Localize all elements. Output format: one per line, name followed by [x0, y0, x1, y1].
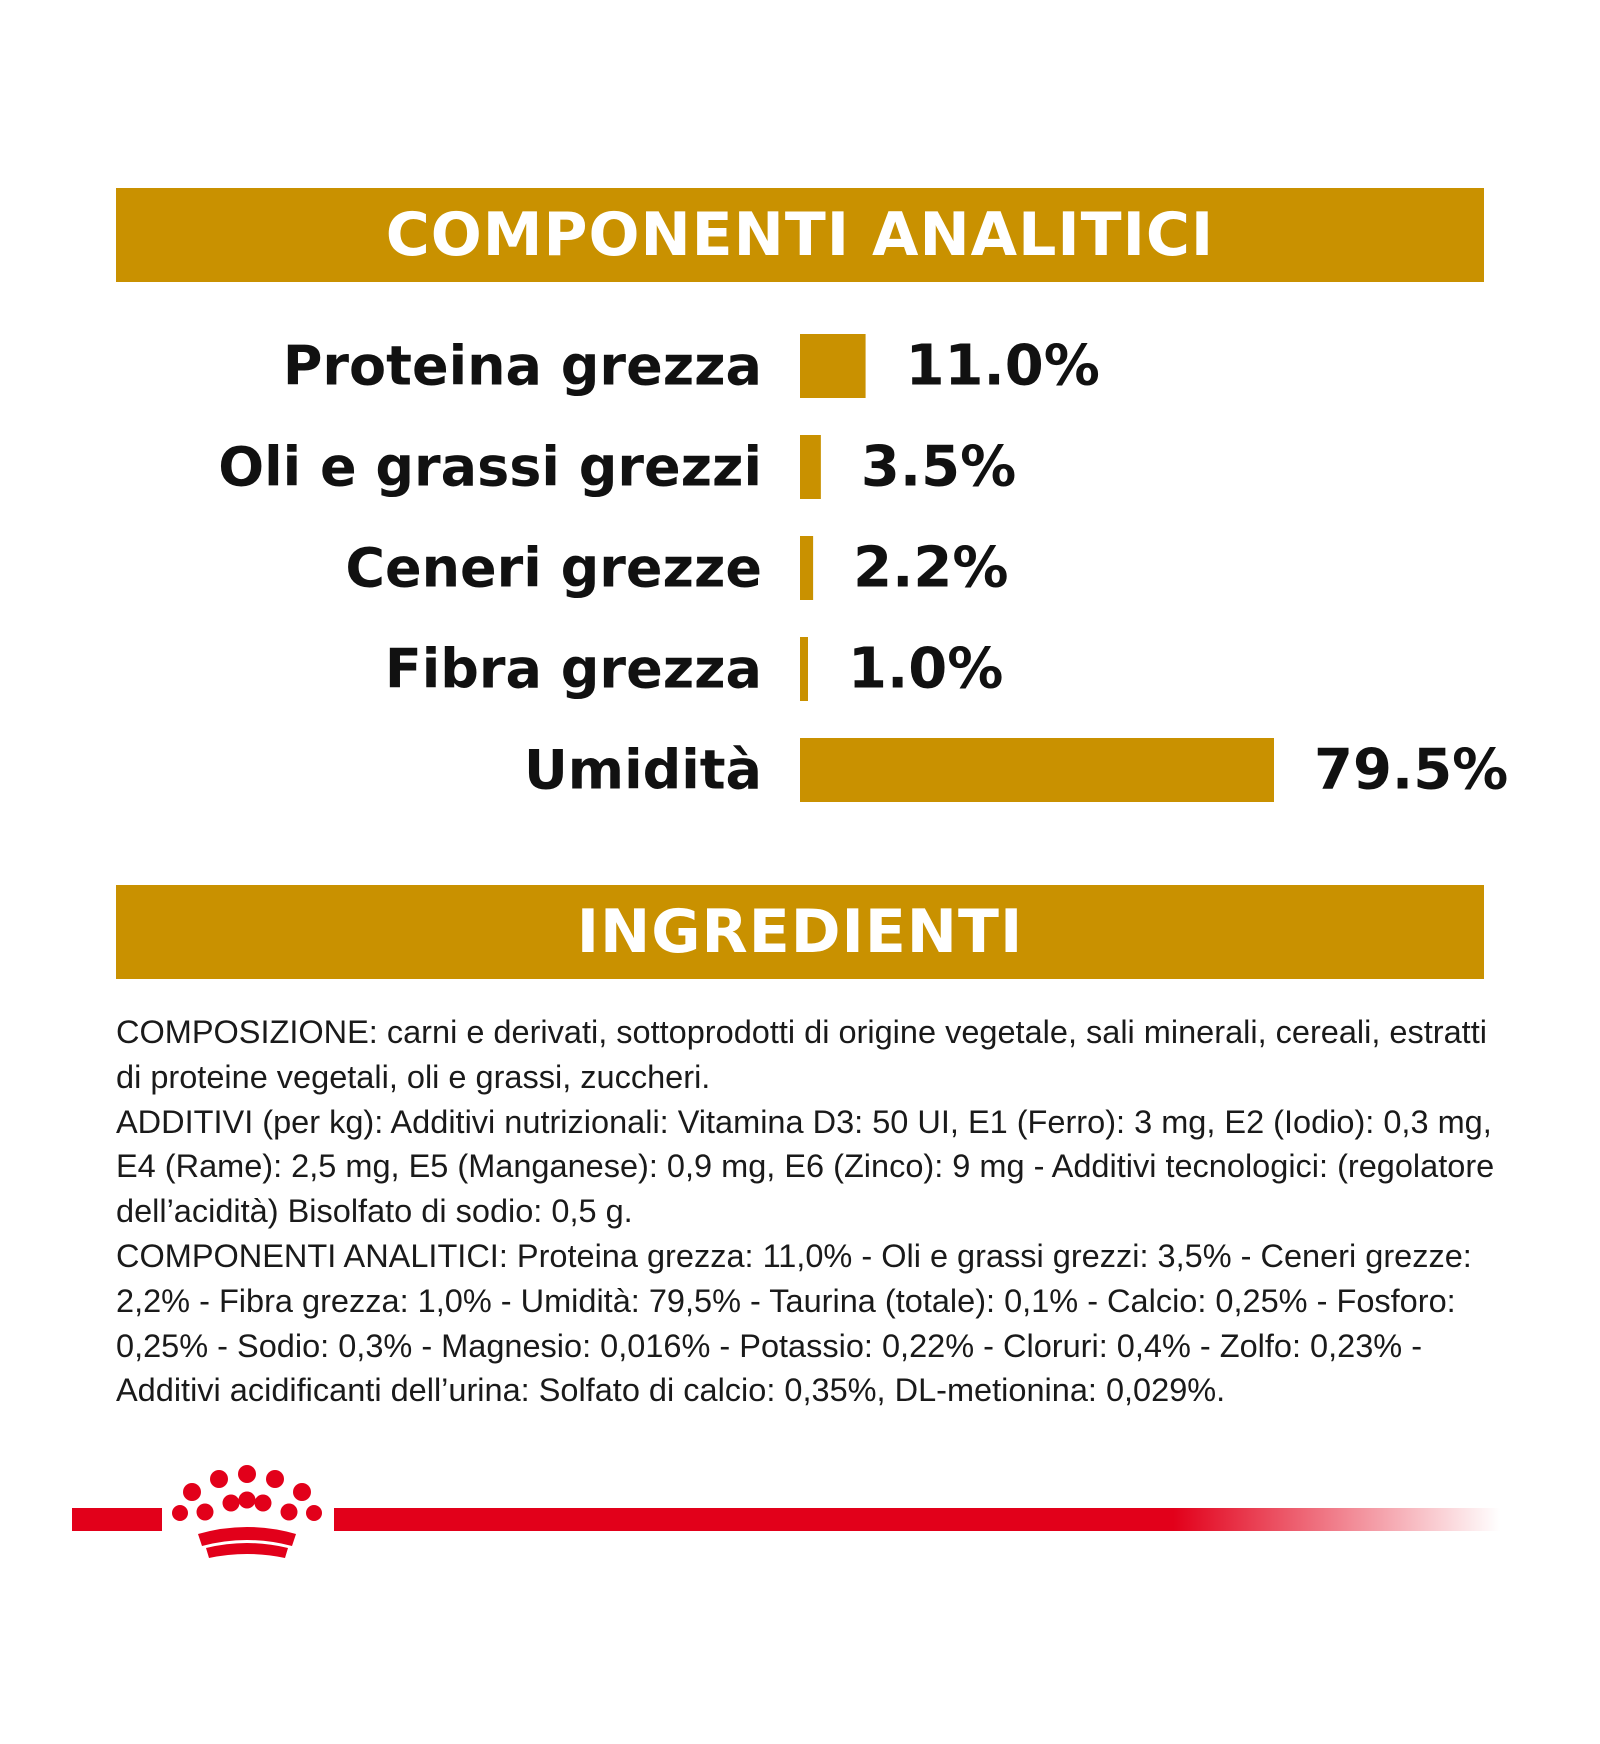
bar-value-label: 11.0% — [905, 333, 1100, 399]
brand-rule-left — [72, 1508, 162, 1531]
ingredients-section-title: INGREDIENTI — [576, 897, 1024, 967]
bar-label: Umidità — [523, 738, 762, 802]
analytics-section-banner — [116, 188, 1484, 282]
ingredients-section-banner — [116, 885, 1484, 979]
brand-footer-line — [72, 1462, 1432, 1572]
ingredients-text-block — [116, 1010, 1496, 1413]
analytical-components-paragraph: COMPONENTI ANALITICI: Proteina grezza: 11,0% - Oli e grassi grezzi: 3,5% - Ceneri grezze: 2,2% - Fibra grezza: 1,0% - Umidità: 79,5% - Taurina (totale): 0,1% - Calcio: 0,25% - Fosforo: 0,25% - Sodio: 0,3% - Magnesio: 0,016% - Potassio: 0,22% - Cloruri: 0,4% - Zolfo: 0,23% - Additivi acidificanti dell’urina: Solfato di calcio: 0,35%, DL-metionina: 0,029%. — [116, 1237, 1472, 1409]
bar — [800, 435, 821, 499]
analytics-bar-chart — [0, 300, 1600, 840]
bar-label: Proteina grezza — [282, 334, 762, 398]
analytics-section-title: COMPONENTI ANALITICI — [385, 200, 1215, 270]
bar — [800, 637, 808, 701]
bar-value-label: 79.5% — [1314, 737, 1509, 803]
bar-label: Oli e grassi grezzi — [218, 435, 762, 499]
bar-value-label: 3.5% — [860, 434, 1017, 500]
brand-rule-right — [334, 1508, 1500, 1531]
bar — [800, 738, 1274, 802]
bar — [800, 334, 866, 398]
additives-paragraph: ADDITIVI (per kg): Additivi nutrizionali: Vitamina D3: 50 UI, E1 (Ferro): 3 mg, E2 (Iodio): 0,3 mg, E4 (Rame): 2,5 mg, E5 (Manganese): 0,9 mg, E6 (Zinco): 9 mg - Additivi tecnologici: (regolatore dell’acidità) Bisolfato di sodio: 0,5 g. — [116, 1103, 1495, 1230]
bar-value-label: 1.0% — [848, 636, 1004, 702]
bar-label: Fibra grezza — [384, 637, 762, 701]
composition-paragraph: COMPOSIZIONE: carni e derivati, sottoprodotti di origine vegetale, sali minerali, cereali, estratti di proteine vegetali, oli e grassi, zuccheri. — [116, 1014, 1487, 1095]
bar — [800, 536, 813, 600]
crown-icon — [168, 1462, 328, 1570]
bar-value-label: 2.2% — [853, 535, 1009, 601]
bar-label: Ceneri grezze — [345, 536, 762, 600]
